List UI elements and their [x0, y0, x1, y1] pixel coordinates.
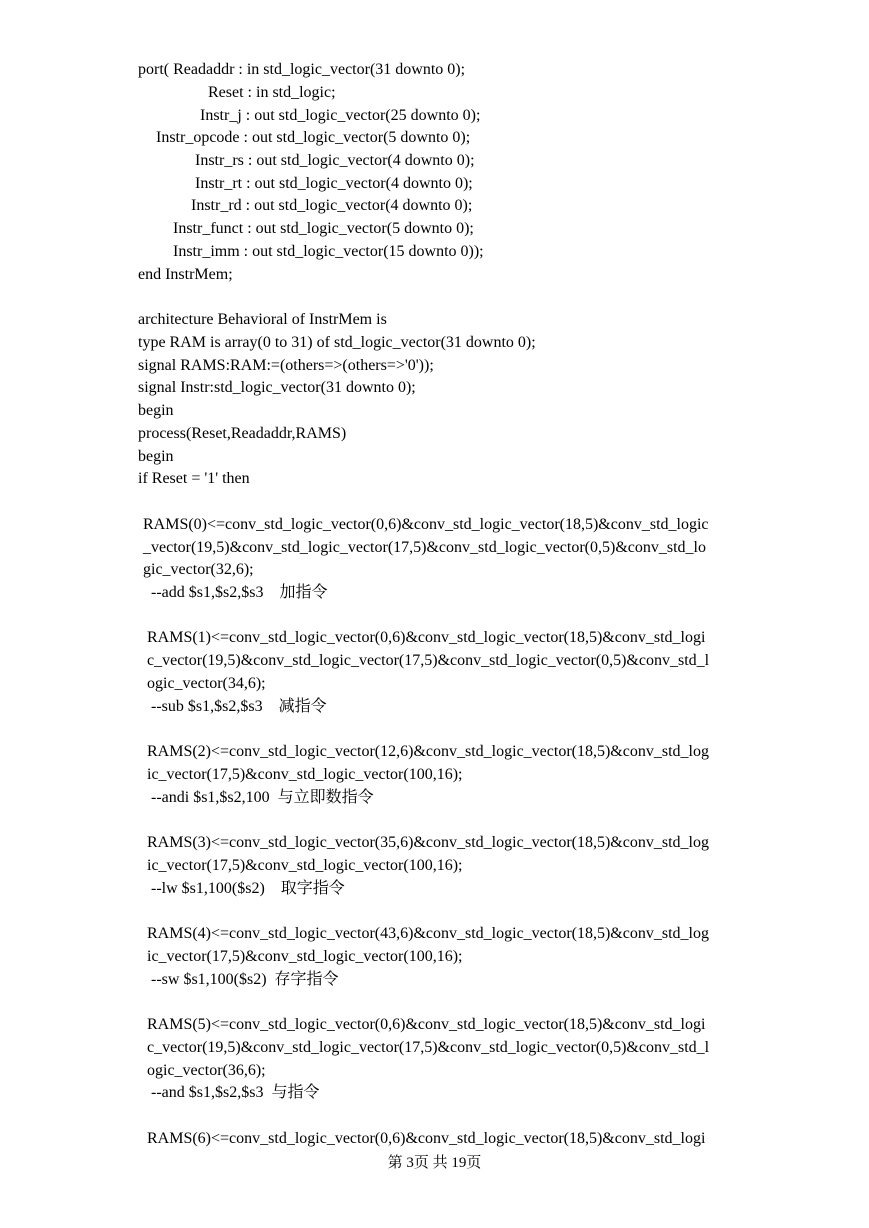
code-comment: --and $s1,$s2,$s3 与指令	[151, 1084, 320, 1101]
code-line: Instr_rt : out std_logic_vector(4 downto 0);	[195, 175, 473, 192]
code-line: Reset : in std_logic;	[208, 84, 336, 101]
code-line: _vector(19,5)&conv_std_logic_vector(17,5)&conv_std_logic_vector(0,5)&conv_std_lo	[143, 539, 706, 556]
page-footer: 第 3页 共 19页	[387, 1155, 482, 1171]
code-comment: --andi $s1,$s2,100 与立即数指令	[151, 789, 374, 806]
code-line: architecture Behavioral of InstrMem is	[138, 311, 387, 328]
code-line: gic_vector(32,6);	[143, 561, 254, 578]
code-line: RAMS(6)<=conv_std_logic_vector(0,6)&conv_std_logic_vector(18,5)&conv_std_logi	[147, 1130, 706, 1147]
code-line: Instr_funct : out std_logic_vector(5 downto 0);	[173, 220, 474, 237]
code-line: RAMS(1)<=conv_std_logic_vector(0,6)&conv_std_logic_vector(18,5)&conv_std_logi	[147, 629, 706, 646]
code-line: RAMS(2)<=conv_std_logic_vector(12,6)&conv_std_logic_vector(18,5)&conv_std_log	[147, 743, 709, 760]
code-line: port( Readaddr : in std_logic_vector(31 downto 0);	[138, 61, 466, 78]
code-comment: --sub $s1,$s2,$s3 减指令	[151, 698, 327, 715]
code-line: signal RAMS:RAM:=(others=>(others=>'0'));	[138, 357, 434, 374]
code-line: ic_vector(17,5)&conv_std_logic_vector(100,16);	[147, 766, 463, 783]
code-comment: --sw $s1,100($s2) 存字指令	[151, 971, 339, 988]
code-line: Instr_opcode : out std_logic_vector(5 downto 0);	[156, 129, 471, 146]
code-line: RAMS(0)<=conv_std_logic_vector(0,6)&conv_std_logic_vector(18,5)&conv_std_logic	[143, 516, 709, 533]
code-line: begin	[138, 402, 174, 419]
code-line: Instr_rd : out std_logic_vector(4 downto 0);	[191, 197, 473, 214]
code-line: Instr_rs : out std_logic_vector(4 downto 0);	[195, 152, 475, 169]
code-line: process(Reset,Readaddr,RAMS)	[138, 425, 347, 442]
code-comment: --lw $s1,100($s2) 取字指令	[151, 880, 345, 897]
code-line: begin	[138, 448, 174, 465]
code-line: ic_vector(17,5)&conv_std_logic_vector(100,16);	[147, 857, 463, 874]
code-line: ogic_vector(36,6);	[147, 1062, 266, 1079]
code-line: if Reset = '1' then	[138, 470, 250, 487]
code-line: ogic_vector(34,6);	[147, 675, 266, 692]
code-line: RAMS(4)<=conv_std_logic_vector(43,6)&conv_std_logic_vector(18,5)&conv_std_log	[147, 925, 709, 942]
code-line: ic_vector(17,5)&conv_std_logic_vector(100,16);	[147, 948, 463, 965]
code-line: RAMS(3)<=conv_std_logic_vector(35,6)&conv_std_logic_vector(18,5)&conv_std_log	[147, 834, 709, 851]
code-line: end InstrMem;	[138, 266, 233, 283]
code-line: RAMS(5)<=conv_std_logic_vector(0,6)&conv_std_logic_vector(18,5)&conv_std_logi	[147, 1016, 706, 1033]
code-line: type RAM is array(0 to 31) of std_logic_vector(31 downto 0);	[138, 334, 536, 351]
code-comment: --add $s1,$s2,$s3 加指令	[151, 584, 328, 601]
code-line: c_vector(19,5)&conv_std_logic_vector(17,5)&conv_std_logic_vector(0,5)&conv_std_l	[147, 1039, 710, 1056]
code-line: c_vector(19,5)&conv_std_logic_vector(17,5)&conv_std_logic_vector(0,5)&conv_std_l	[147, 652, 710, 669]
code-line: signal Instr:std_logic_vector(31 downto 0);	[138, 379, 416, 396]
code-line: Instr_imm : out std_logic_vector(15 downto 0));	[173, 243, 484, 260]
code-line: Instr_j : out std_logic_vector(25 downto 0);	[200, 107, 481, 124]
